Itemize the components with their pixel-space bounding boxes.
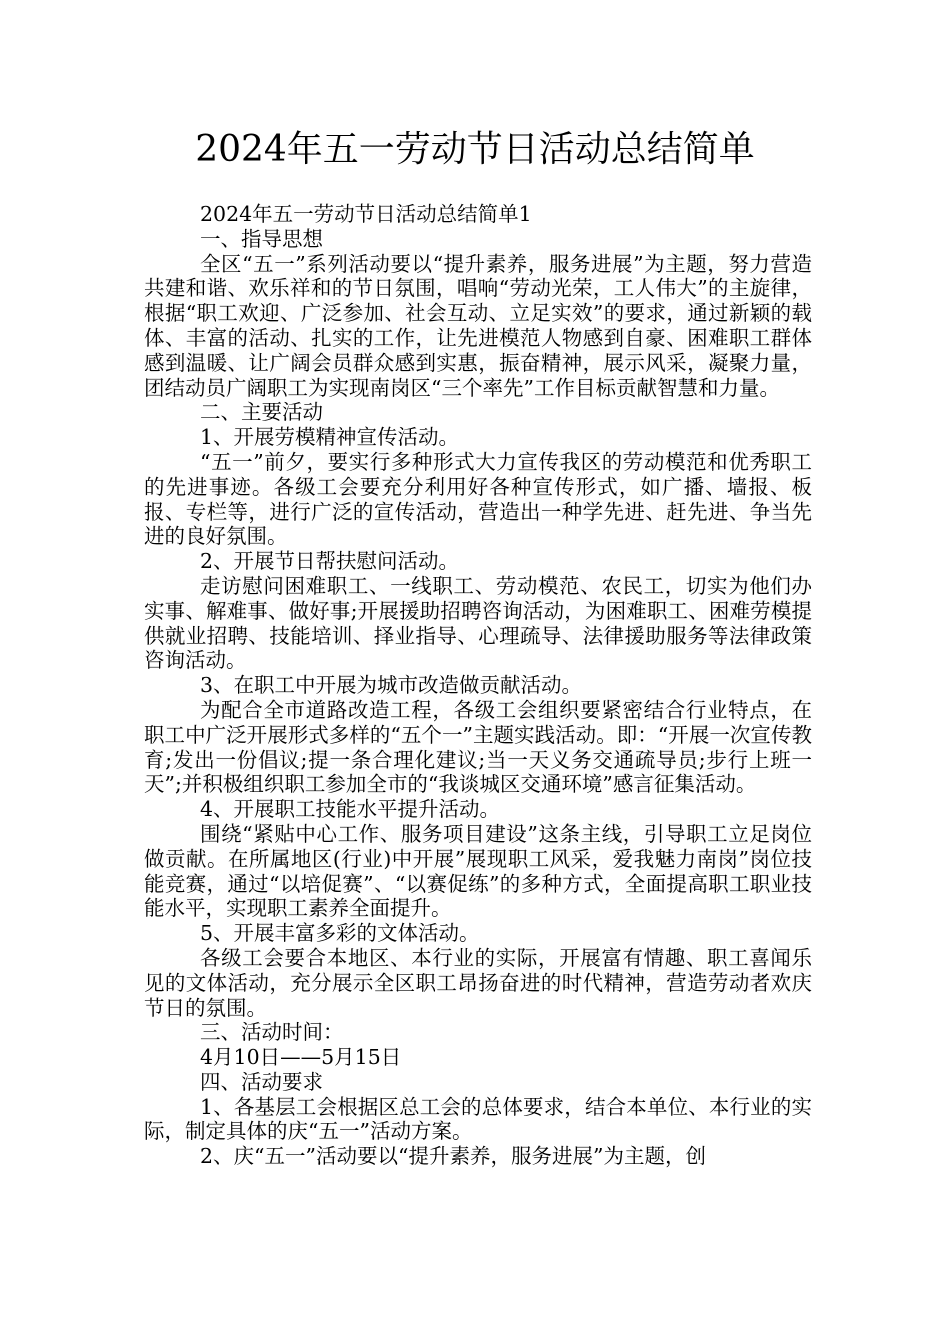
document-title: 2024年五一劳动节日活动总结简单: [195, 129, 755, 170]
paragraph: “五一”前夕，要实行多种形式大力宣传我区的劳动模范和优秀职工的先进事迹。各级工会要充分利用好各种宣传形式，如广播、墙报、板报、专栏等，进行广泛的宣传活动，营造出一种学先进、赶先进、争当先进的良好氛围。: [144, 449, 812, 549]
paragraph: 围绕“紧贴中心工作、服务项目建设”这条主线，引导职工立足岗位做贡献。在所属地区(行业)中开展”展现职工风采，爱我魅力南岗”岗位技能竞赛，通过“以培促赛”、“以赛促练”的多种方式，全面提高职工职业技能水平，实现职工素养全面提升。: [144, 821, 812, 921]
paragraph: 各级工会要合本地区、本行业的实际，开展富有情趣、职工喜闻乐见的文体活动，充分展示全区职工昂扬奋进的时代精神，营造劳动者欢庆节日的氛围。: [144, 945, 812, 1020]
paragraph: 全区“五一”系列活动要以“提升素养，服务进展”为主题，努力营造共建和谐、欢乐祥和的节日氛围，唱响“劳动光荣，工人伟大”的主旋律，根据“职工欢迎、广泛参加、社会互动、立足实效”的要求，通过新颖的载体、丰富的活动、扎实的工作，让先进模范人物感到自豪、困难职工群体感到温暖、让广阔会员群众感到实惠，振奋精神，展示风采，凝聚力量，团结动员广阔职工为实现南岗区“三个率先”工作目标贡献智慧和力量。: [144, 251, 812, 400]
paragraph: 走访慰问困难职工、一线职工、劳动模范、农民工，切实为他们办实事、解难事、做好事;开展援助招聘咨询活动，为困难职工、困难劳模提供就业招聘、技能培训、择业指导、心理疏导、法律援助服务等法律政策咨询活动。: [144, 573, 812, 673]
paragraph: 1、各基层工会根据区总工会的总体要求，结合本单位、本行业的实际，制定具体的庆“五一”活动方案。: [144, 1094, 812, 1144]
section-heading-4: 四、活动要求: [200, 1069, 323, 1094]
document-body: [144, 202, 812, 1169]
subtitle-paragraph: 2024年五一劳动节日活动总结简单1: [200, 202, 532, 226]
item-heading-5: 5、开展丰富多彩的文体活动。: [200, 921, 480, 946]
date-range: 4月10日——5月15日: [200, 1045, 402, 1070]
section-heading-3: 三、活动时间：: [200, 1020, 344, 1045]
item-heading-1: 1、开展劳模精神宣传活动。: [200, 425, 460, 450]
paragraph: 2、庆“五一”活动要以“提升素养，服务进展”为主题，创: [200, 1144, 706, 1169]
paragraph: 为配合全市道路改造工程，各级工会组织要紧密结合行业特点，在职工中广泛开展形式多样的“五个一”主题实践活动。即：“开展一次宣传教育;发出一份倡议;提一条合理化建议;当一天义务交通疏导员;步行上班一天”;并积极组织职工参加全市的“我谈城区交通环境”感言征集活动。: [144, 697, 812, 797]
item-heading-2: 2、开展节日帮扶慰问活动。: [200, 549, 460, 574]
section-heading-1: 一、指导思想: [200, 226, 323, 251]
item-heading-4: 4、开展职工技能水平提升活动。: [200, 797, 501, 822]
item-heading-3: 3、在职工中开展为城市改造做贡献活动。: [200, 673, 583, 698]
section-heading-2: 二、主要活动: [200, 400, 323, 425]
